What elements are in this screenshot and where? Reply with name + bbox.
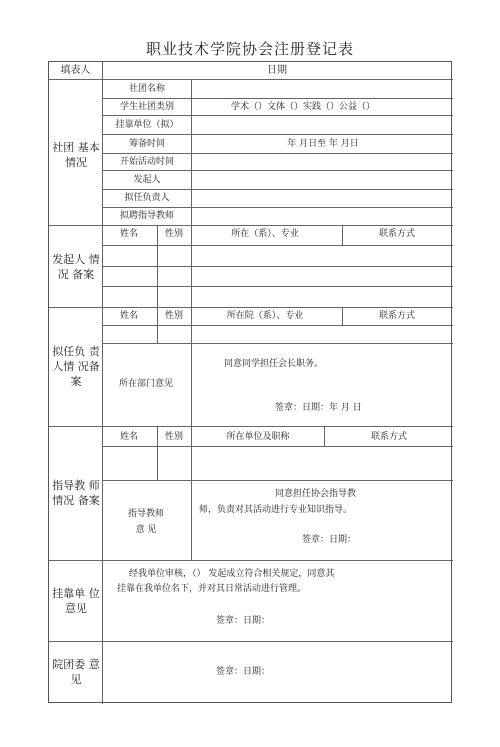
date-label: 日期 (267, 65, 287, 76)
divider (157, 307, 158, 343)
divider (49, 79, 453, 80)
divider (49, 426, 453, 427)
divider (102, 62, 103, 704)
advisor-opinion-label: 指导教师 (127, 509, 165, 519)
col-gender: 性别 (164, 432, 184, 442)
divider (157, 426, 158, 480)
divider (102, 207, 453, 208)
advisor-section-label: 指导教 师情况 备案 (52, 479, 100, 507)
field-label-prep-time: 筹备时间 (128, 139, 166, 149)
host-unit-section-label: 挂靠单 位意见 (52, 587, 100, 615)
divider (102, 115, 453, 116)
dept-sign-date: 签章：日期：年 月 日 (275, 403, 362, 413)
initiators-section-label: 发起人 情况 备案 (52, 253, 100, 281)
divider (191, 426, 192, 560)
page-title: 职业技术学院协会注册登记表 (145, 40, 354, 58)
host-unit-text: 经我单位审核，（） 发起成立符合相关规定，同意其 (129, 569, 335, 579)
registration-form (48, 61, 452, 703)
divider (49, 560, 453, 561)
filler-label: 填表人 (60, 65, 91, 76)
divider (191, 79, 192, 225)
divider (102, 266, 453, 267)
col-name: 姓名 (119, 432, 139, 442)
advisor-opinion-text-2: 师，负责对其活动进行专业知识指导。 (199, 505, 353, 515)
divider (102, 325, 453, 326)
field-label-advisor: 拟聘指导教师 (119, 211, 175, 221)
leader-section-label: 拟任负 责人情 况备案 (52, 345, 100, 388)
col-dept: 所在院（系）、专业 (226, 311, 304, 321)
committee-sign-date: 签章：日期： (216, 667, 271, 677)
advisor-opinion-text: 同意担任协会指导教 (275, 489, 357, 499)
field-label-host-unit: 挂靠单位（拟） (115, 120, 179, 130)
field-label-leader: 拟任负责人 (124, 193, 170, 203)
col-gender: 性别 (164, 229, 184, 239)
committee-section-label: 院团委 意见 (52, 658, 100, 686)
divider (102, 446, 453, 447)
basic-section-label: 社团 基本情况 (52, 141, 100, 169)
divider (102, 189, 453, 190)
col-contact: 联系方式 (370, 432, 408, 442)
prep-time-value[interactable]: 年 月日至 年 月日 (287, 139, 359, 149)
field-label-category: 学生社团类别 (119, 102, 175, 112)
divider (191, 225, 192, 307)
advisor-opinion-label-2: 意 见 (135, 525, 157, 535)
divider (49, 307, 453, 308)
host-unit-text-2: 挂靠在我单位名下，并对其日常活动进行管理。 (117, 584, 307, 594)
col-contact: 联系方式 (378, 311, 416, 321)
divider (102, 343, 453, 344)
divider (102, 134, 453, 135)
divider (102, 98, 453, 99)
divider (49, 225, 453, 226)
divider (342, 307, 343, 325)
category-options[interactable]: 学术（）文体（）实践（）公益（） (230, 102, 376, 112)
col-gender: 性别 (164, 311, 184, 321)
dept-opinion-label: 所在部门意见 (118, 379, 174, 389)
field-label-club-name: 社团名称 (128, 84, 166, 94)
divider (102, 245, 453, 246)
col-unit: 所在单位及职称 (226, 432, 290, 442)
divider (102, 153, 453, 154)
divider (102, 286, 453, 287)
col-dept: 所在（系）、专业 (231, 229, 299, 239)
divider (102, 170, 453, 171)
divider (324, 426, 325, 446)
advisor-sign-date: 签章：日期： (302, 535, 357, 545)
divider (102, 480, 453, 481)
divider (191, 307, 192, 426)
divider (157, 225, 158, 307)
divider (49, 641, 453, 642)
field-label-initiator: 发起人 (133, 175, 161, 185)
col-contact: 联系方式 (378, 229, 416, 239)
col-name: 姓名 (119, 311, 139, 321)
field-label-start-time: 开始活动时间 (119, 157, 175, 167)
dept-opinion-text: 同意同学担任会长职务。 (224, 359, 324, 369)
col-name: 姓名 (119, 229, 139, 239)
host-unit-sign-date: 签章：日期： (216, 616, 271, 626)
divider (342, 225, 343, 245)
